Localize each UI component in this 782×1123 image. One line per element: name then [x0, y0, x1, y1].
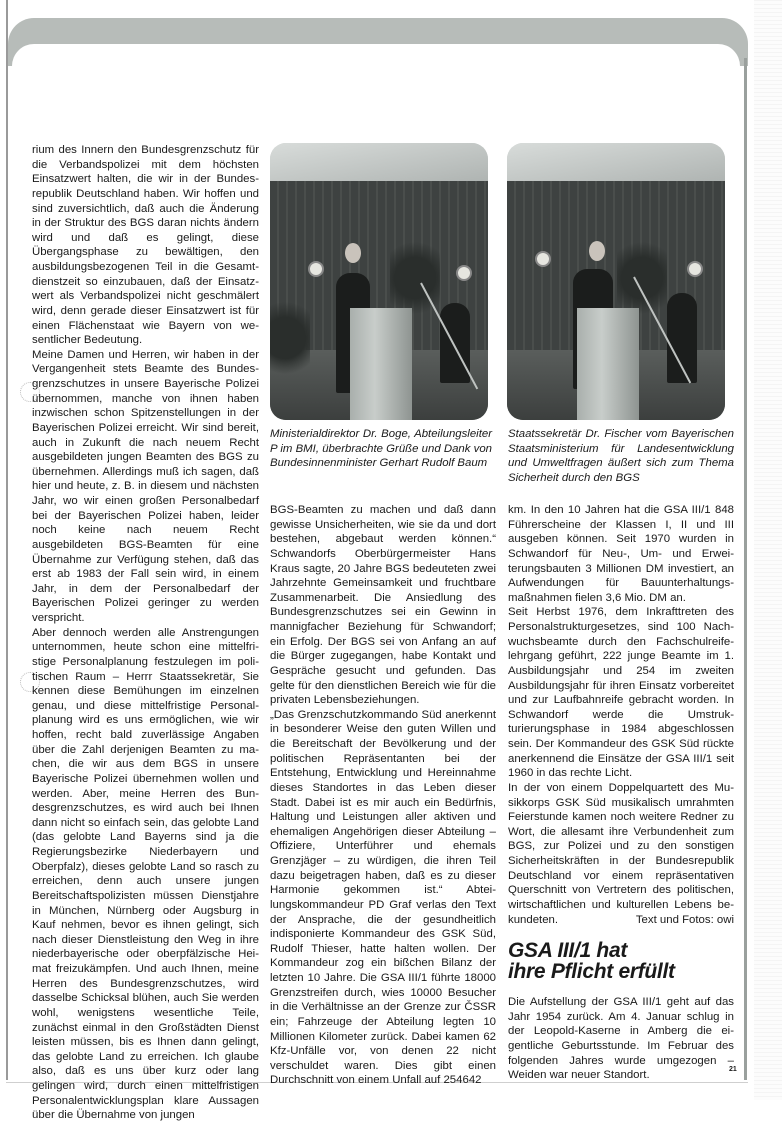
paragraph: km. In den 10 Jahren hat die GSA III/1 848 Führerscheine der Klassen I, II und III ausgeben können. Seit 1970 wurden in Schwandorf für Neu-, Um- und Erweiterungsbauten 3 Millionen DM investiert, an Aufwendungen für Bauunterhaltungsmaßnahmen fielen 3,6 Mio. DM an. [508, 504, 734, 604]
paragraph-text: In der von einem Doppelquartett des Musikkorps GSK Süd musikalisch umrahmten Feierstunde kamen noch weitere Redner zu Wort, die allesamt ihre Verbundenheit zum BGS, zur Polizei und zu den sonstigen Sicherheitskräften in der Bundesrepublik Deutschland vor einem repräsentativen Querschnitt von Vertretern des politischen, wirtschaftlichen und kulturellen Lebens bekundeten. [508, 781, 734, 926]
scan-edge-noise [754, 0, 782, 1100]
plant [270, 293, 310, 383]
page-right-border [744, 58, 747, 1080]
paragraph: „Das Grenzschutzkommando Süd anerkennt in besonderer Weise den guten Willen und die Bereitschaft der Bevölkerung und der politischen Repräsentanten bei der Entstehung, Entwicklung und Hereinnahme dieses Standortes in das Leben dieser Stadt. Dabei ist es mir auch ein Bedürfnis, Haltung und Leistungen aller aktiven und ehemaligen Angehörigen dieser Abteilung – Offiziere, Unterführer und ehemals Grenzjäger – zu würdigen, die ihren Teil dazu beigetragen haben, daß es zu dieser Harmonie gekommen ist.“ Abteilungskommandeur PD Graf verlas den Text der Ansprache, die der gesundheitlich indisponierte Kommandeur des GSK Süd, Rudolf Thieser, hatte halten wollen. Der Kommandeur zog ein bißchen Bilanz der letzten 10 Jahre. Die GSA III/1 führte 18000 Grenzstreifen durch, wies 10000 Besucher in die Verhältnisse an der Grenze zur ČSSR ein; Fahrzeuge der Abteilung legten 10 Millionen Kilometer zurück. Dabei kamen 62 Kfz-Unfälle vor, von denen 22 nicht verschuldet waren. Dies gibt einen Durchschnitt von einem Unfall auf 254642 [270, 708, 496, 1087]
paragraph: Die Aufstellung der GSA III/1 geht auf das Jahr 1954 zurück. Am 4. Januar schlug in der Leopold-Kaserne in Amberg die eigentliche Geburtsstunde. Im Februar des folgenden Jahres wurde umgezogen – Weiden war neuer Standort. [508, 996, 734, 1082]
paragraph: BGS-Beamten zu machen und daß dann gewisse Unsicherheiten, wie sie da und dort bestehen, abgebaut werden können.“ Schwandorfs Oberbürgermeister Hans Kraus sagte, 20 Jahre BGS bedeuteten zwei Jahrzehnte Gemeinsamkeit und fruchtbare Zusammenarbeit. Die Ansiedlung des Bundesgrenzschutzes sei ein Gewinn in mannigfacher Beziehung für Schwandorf; ein Erfolg. Der BGS sei von Anfang an auf die Bürger zugegangen, habe Kontakt und Gespräche gesucht und gefunden. Das gelte für den dienstlichen Bereich wie für die privaten Lebensbeziehungen. [270, 504, 496, 707]
photo-ceiling [270, 143, 488, 183]
article-column-3 [508, 503, 734, 927]
article-column-2 [270, 503, 496, 1088]
paragraph: rium des Innern den Bundesgrenzschutz für die Verbandspolizei mit dem höchsten Einsatzwert halten, die wir in der Bundesrepublik Deutschland haben. Wir hoffen und sind zuversichtlich, daß auch die Änderung in der Struktur des BGS daran nichts ändern wird und daß es gelingt, diese Übergangsphase zu bewältigen, den ausbildungsbezogenen Teil in die Gesamtdienstzeit so einzubauen, daß der Einsatzwert als Verbandspolizei nicht geschmälert wird, denn gerade dieser Einsatzwert ist für einen Flächenstaat wie Bayern von wesentlicher Bedeutung. [32, 144, 259, 347]
paragraph [508, 781, 734, 927]
page-number: 21 [729, 1066, 737, 1073]
headline-line-2: ihre Pflicht erfüllt [508, 960, 675, 983]
page-left-border [6, 0, 8, 1080]
photo-caption-2: Staatssekretär Dr. Fischer vom Bayerischen Staatsministerium für Landesentwicklung und Umweltfragen äußert sich zum Thema Sicherheit durch den BGS [508, 428, 734, 484]
musician-figure [440, 303, 470, 383]
header-inner-curve [12, 44, 740, 84]
speaker-head [345, 243, 361, 263]
paragraph: Seit Herbst 1976, dem Inkrafttreten des Personalstrukturgesetzes, sind 100 Nachwuchsbeamte durch den Fachschulreifelehrgang geführt, 222 junge Beamte im 1. Ausbildungsjahr und 254 im zweiten Ausbildungsjahr für ihren Einsatz vorbereitet und zur Laufbahnreife gebracht worden. In Schwandorf werde die Umstrukturierungsphase in 1984 abgeschlossen sein. Der Kommandeur des GSK Süd rückte anerkennend die Einsätze der GSA III/1 seit 1960 in das rechte Licht. [508, 606, 734, 780]
photo-credit: Text und Fotos: owi [635, 913, 734, 926]
lectern [350, 308, 412, 420]
sidebar-headline [508, 940, 734, 982]
photo-ceiling [507, 143, 725, 183]
paragraph: Aber dennoch werden alle Anstrengungen unternommen, heute schon eine mittelfristige Personalplanung festzulegen im politischen Raum – Herrr Staatssekretär, Sie kennen diese Bemühungen im einzelnen genau, und diese mittelfristige Personalplanung wird es uns ermöglichen, wie wir hoffen, recht bald zuverlässige Angaben über die Zahl derjenigen Beamten zu machen, die wir aus dem BGS in unsere Bayerische Polizei übernehmen wollen und werden. Aber, meine Herren des Bundesgrenzschutzes, es wird auch bei Ihnen dann nicht so einfach sein, das gelobte Land (das gelobte Land Bayerns sind ja die Regierungsbezirke Niederbayern und Oberpfalz), dieses gelobte Land so rasch zu erreichen, denn auch unsere jungen Bereitschaftspolizisten müssen Dienstjahre in München, Nürnberg oder Augsburg in Kauf nehmen, bevor es ihnen gelingt, sich nach dieser Dienstleistung den Weg in ihre niederbayerische oder oberpfälzische Heimat freizukämpfen. Und auch Ihnen, meine Herren des Bundesgrenzschutzes, wird dasselbe Schicksal blühen, auch Sie werden wohl, wenigstens wesentliche Teile, zunächst einmal in den Großstädten Dienst leisten müssen, bis es Ihnen dann gelingt, das gelobte Land zu erreichen. Ich glaube also, daß es uns über kurz oder lang gelingen wird, durch einen mittelfristigen Personalentwicklungsplan klare Aussagen über die Übernahme von jungen [32, 626, 259, 1122]
speaker-head [589, 241, 605, 261]
photo-speaker-boge [270, 143, 488, 420]
photo-caption-1: Ministerialdirektor Dr. Boge, Abteilungsleiter P im BMI, überbrachte Grüße und Dank von Bundesinnenminister Gerhart Rudolf Baum [270, 428, 492, 470]
photo-speaker-fischer [507, 143, 725, 420]
sidebar-body [508, 995, 734, 1083]
wall-lamp [308, 261, 324, 277]
lectern [577, 308, 639, 420]
headline-line-1: GSA III/1 hat [508, 939, 628, 962]
wall-lamp [535, 251, 551, 267]
wall-lamp [687, 261, 703, 277]
paragraph: Meine Damen und Herren, wir haben in der Vergangenheit stets Beamte des Bundesgrenzschutzes in unsere Bayerische Polizei übernommen, manche von ihnen haben inzwischen schon Spitzenstellungen in der Bayerischen Polizei erreicht. Wir sind bereit, auch in Zukunft die nach neuem Recht ausgebildeten jungen Beamten des BGS zu übernehmen. Allerdings muß ich sagen, daß hier und heute, z. B. in diesem und nächsten Jahr, wo wir einen großen Personalbedarf bei der Bayerischen Polizei haben, leider noch keine nach neuem Recht ausgebildeten BGS-Beamten für eine Übernahme zur Verfügung stehen, daß das erst ab 1983 der Fall sein wird, in einem Jahr, in dem der Personalbedarf der Bayerischen Polizei geringer zu werden verspricht. [32, 348, 259, 624]
article-column-1 [32, 143, 259, 1123]
wall-lamp [456, 265, 472, 281]
